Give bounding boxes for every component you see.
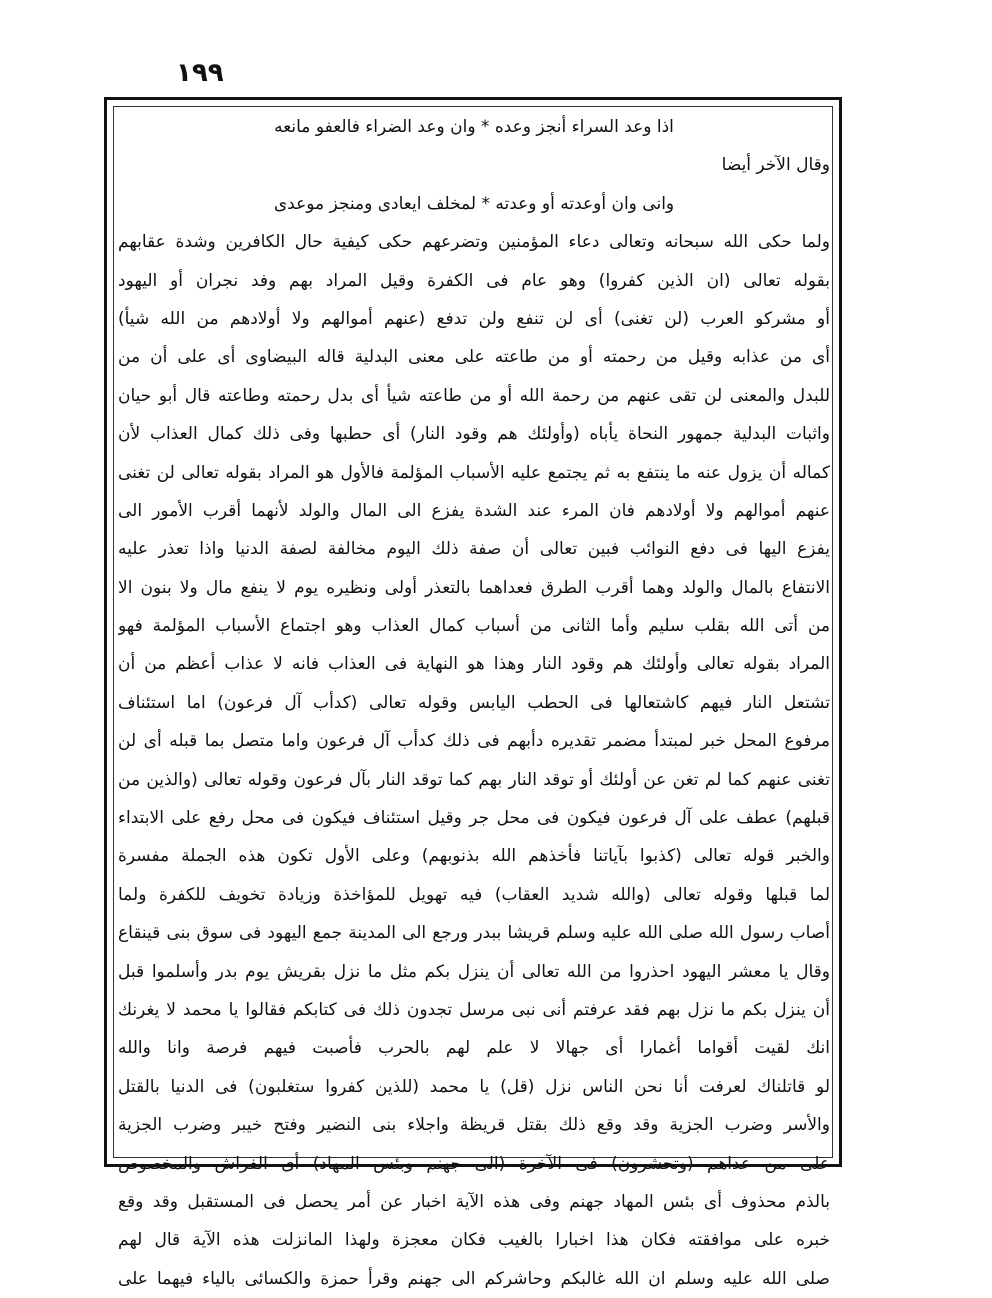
- text-line: صلى الله عليه وسلم ان الله غالبكم وحاشركم الى جهنم وقرأ حمزة والكسائى بالياء فيهما على: [118, 1268, 830, 1289]
- text-line: كماله أن يزول عنه ما ينتفع به ثم يجتمع عليه الأسباب المؤلمة فالأول هو المراد بقوله تعالى لن تغنى: [118, 462, 830, 483]
- text-line: للبدل والمعنى لن تقى عنهم من رحمة الله أو من طاعته شيأ أى بدل رحمته وطاعته قال أبو حيان: [118, 385, 830, 406]
- text-line: خبره على موافقته فكان هذا اخبارا بالغيب فكان معجزة ولهذا المانزلت هذه الآية قال لهم: [118, 1230, 830, 1251]
- text-line: ولما حكى الله سبحانه وتعالى دعاء المؤمنين وتضرعهم حكى كيفية حال الكافرين وشدة عقابهم: [118, 232, 830, 253]
- text-body: [118, 108, 830, 1298]
- text-line: والخبر قوله تعالى (كذبوا بآياتنا فأخذهم الله بذنوبهم) وعلى الأول تكون هذه الجملة مفسرة: [118, 846, 830, 867]
- text-line: تشتعل النار فيهم كاشتعالها فى الحطب اليابس وقوله تعالى (كدأب آل فرعون) اما استئناف: [118, 692, 830, 713]
- text-line: لما قبلها وقوله تعالى (والله شديد العقاب) فيه تهويل للمؤاخذة وزيادة تخويف للكفرة ولما: [118, 884, 830, 905]
- text-line: يفزع اليها فى دفع النوائب فبين تعالى أن صفة ذلك اليوم مخالفة لصفة الدنيا واذا تعذر عليه: [118, 539, 830, 560]
- text-line: بقوله تعالى (ان الذين كفروا) وهو عام فى الكفرة وقيل المراد بهم وفد نجران أو اليهود: [118, 270, 830, 291]
- text-line: عنهم أموالهم ولا أولادهم فان المرء عند الشدة يفزع الى المال والولد لأنهما أقرب الأمور الى: [118, 500, 830, 521]
- text-line: تغنى عنهم كما لم تغن عن أولئك أو توقد النار بهم كما توقد النار بآل فرعون وقوله تعالى (والذين من: [118, 769, 830, 790]
- text-line: بالذم محذوف أى بئس المهاد جهنم وفى هذه الآية اخبار عن أمر يحصل فى المستقبل وقد وقع: [118, 1191, 830, 1212]
- text-line: انك لقيت أقواما أغمارا أى جهالا لا علم لهم بالحرب فأصبت فيهم فرصة وانا والله: [118, 1038, 830, 1059]
- text-line: أصاب رسول الله صلى الله عليه وسلم قريشا ببدر ورجع الى المدينة جمع اليهود فى سوق بنى قينقاع: [118, 923, 830, 944]
- text-line: على من عداهم (وتحشرون) فى الآخرة (الى جهنم وبئس المهاد) أى الفراش والمخصوص: [118, 1153, 830, 1174]
- text-line: لو قاتلناك لعرفت أنا نحن الناس نزل (قل) يا محمد (للذين كفروا ستغلبون) فى الدنيا بالقتل: [118, 1076, 830, 1097]
- verse-line: وانى وان أوعدته أو وعدته * لمخلف ايعادى ومنجز موعدى: [273, 193, 675, 214]
- text-line: وقال يا معشر اليهود احذروا من الله تعالى أن ينزل بكم مثل ما نزل بقريش يوم بدر وأسلموا قبل: [118, 961, 830, 982]
- text-line: أو مشركو العرب (لن تغنى) أى لن تنفع ولن تدفع (عنهم أموالهم ولا أولادهم من الله شيأ): [118, 308, 830, 329]
- text-line: المراد بقوله تعالى وأولئك هم وقود النار وهذا هو النهاية فى العذاب فانه لا عذاب أعظم من أن: [118, 654, 830, 675]
- text-line: والأسر وضرب الجزية وقد وقع ذلك بقتل قريظة واجلاء بنى النضير وفتح خيبر وضرب الجزية: [118, 1115, 830, 1136]
- text-line: قبلهم) عطف على آل فرعون فيكون فى محل جر وقيل استئناف فيكون فى محل رفع على الابتداء: [118, 808, 830, 829]
- text-line: من أتى الله بقلب سليم وأما الثانى من أسباب كمال العذاب وهو اجتماع الأسباب المؤلمة فهو: [118, 616, 830, 637]
- text-line: أى من عذابه وقيل من رحمته أو من طاعته على معنى البدلية قاله البيضاوى أى على أن من: [118, 347, 830, 368]
- verse-line: اذا وعد السراء أنجز وعده * وان وعد الضراء فالعفو مانعه: [274, 117, 674, 137]
- text-line: واثبات البدلية جمهور النحاة يأباه (وأولئك هم وقود النار) أى حطبها وفى ذلك كمال العذاب لأن: [118, 424, 830, 445]
- text-line: وقال الآخر أيضا: [721, 155, 830, 176]
- text-line: الانتفاع بالمال والولد وهما أقرب الطرق فعداهما بالتعذر أولى ونظيره يوم لا ينفع مال ولا بنون الا: [118, 577, 830, 598]
- text-line: مرفوع المحل خبر لمبتدأ مضمر تقديره دأبهم فى ذلك كدأب آل فرعون واما متصل بما قبله أى لن: [118, 731, 830, 752]
- page-number: ١٩٩: [176, 58, 224, 88]
- text-line: أن ينزل بكم ما نزل بهم فقد عرفتم أنى نبى مرسل تجدون ذلك فى كتابكم فقالوا يا محمد لا يغرنك: [118, 999, 830, 1020]
